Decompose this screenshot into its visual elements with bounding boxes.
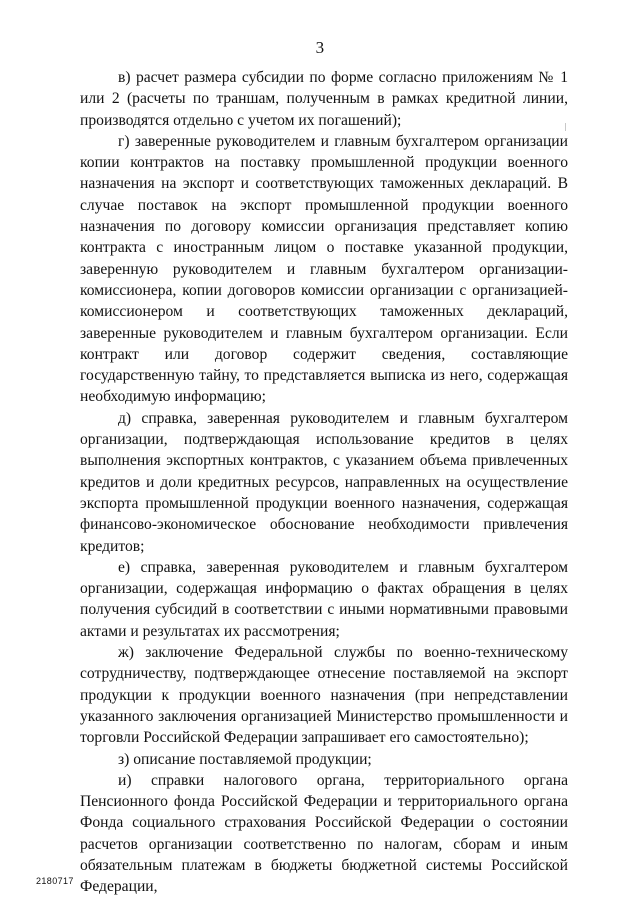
- paragraph-v: в) расчет размера субсидии по форме согласно приложениям № 1 или 2 (расчеты по траншам, полученным в рамках кредитной линии, производятся отдельно с учетом их погашений);: [80, 69, 568, 129]
- paragraph-d: д) справка, заверенная руководителем и главным бухгалтером организации, подтверждающая использование кредитов в целях выполнения экспортных контрактов, с указанием объема привлеченных кредитов и доли кредитных ресурсов, направленных на осуществление экспорта промышленной продукции военного назначения, содержащая финансово-экономическое обоснование необходимости привлечения кредитов;: [80, 409, 568, 555]
- paragraph-zh: ж) заключение Федеральной службы по военно-техническому сотрудничеству, подтверждающее отнесение поставляемой на экспорт продукции к продукции военного назначения (при непредставлении указанного заключения организацией Министерство промышленности и торговли Российской Федерации запрашивает его самостоятельно);: [80, 644, 568, 747]
- document-code: 2180717: [36, 876, 74, 886]
- paragraph-g: г) заверенные руководителем и главным бухгалтером организации копии контрактов на поставку промышленной продукции военного назначения на экспорт и соответствующих таможенных деклараций. В случае поставок на экспорт промышленной продукции военного назначения по договору комиссии организация представляет копию контракта с иностранным лицом о поставке указанной продукции, заверенную руководителем и главным бухгалтером организации-комиссионера, копии договоров комиссии организации с организацией-комиссионером и соответствующих таможенных деклараций, заверенные руководителем и главным бухгалтером организации. Если контракт или договор содержит сведения, составляющие государственную тайну, то представляется выписка из него, содержащая необходимую информацию;: [80, 132, 568, 406]
- paragraph-i: и) справки налогового органа, территориального органа Пенсионного фонда Российской Федерации и территориального органа Фонда социального страхования Российской Федерации о состоянии расчетов организации соответственно по налогам, сборам и иным обязательным платежам в бюджеты бюджетной системы Российской Федерации,: [80, 771, 568, 896]
- document-body: [80, 67, 568, 898]
- paragraph-z: з) описание поставляемой продукции;: [118, 750, 372, 768]
- page-number: 3: [315, 38, 325, 57]
- paragraph-e: е) справка, заверенная руководителем и главным бухгалтером организации, содержащая информацию о фактах обращения в целях получения субсидий в соответствии с иными нормативными правовыми актами и результатах их рассмотрения;: [80, 558, 568, 640]
